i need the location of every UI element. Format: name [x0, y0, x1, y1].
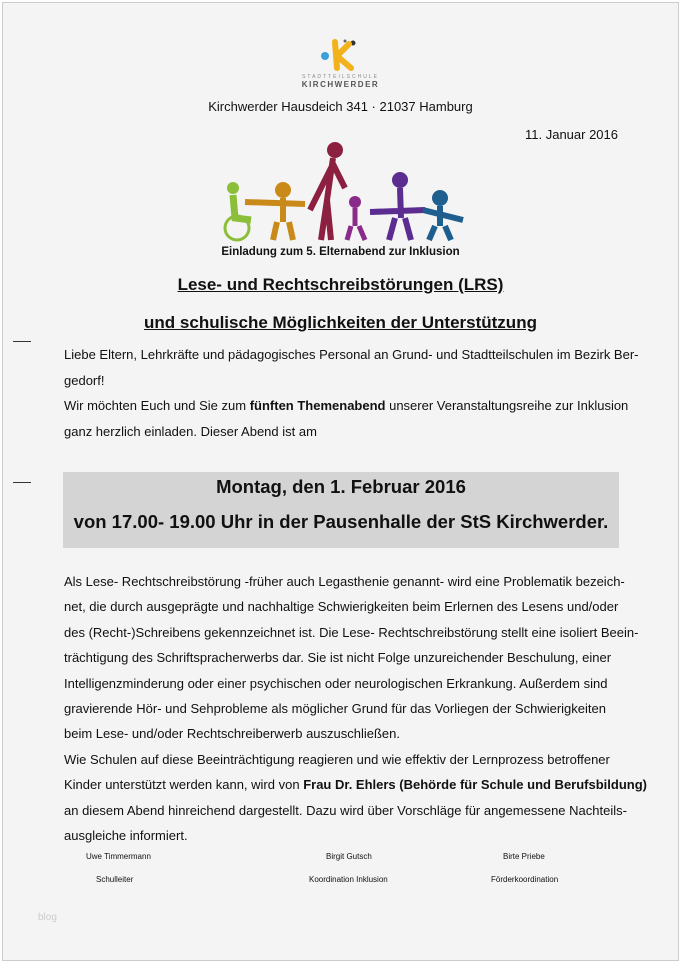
- watermark: blog: [38, 912, 57, 923]
- signature-role: Schulleiter: [96, 875, 134, 884]
- text: des (Recht-)Schreibens gekennzeichnet ist. Die Lese- Rechtschreibstörung stellt eine isoliert Beein-: [64, 624, 639, 640]
- school-address: Kirchwerder Hausdeich 341 · 21037 Hamburg: [208, 99, 473, 114]
- school-logo-icon: [315, 38, 365, 77]
- text-line: [64, 828, 188, 843]
- invitation-caption: Einladung zum 5. Elternabend zur Inklusion: [221, 246, 460, 258]
- text: gedorf!: [64, 373, 105, 388]
- text-line: [64, 726, 400, 741]
- event-time-location: von 17.00- 19.00 Uhr in der Pausenhalle der StS Kirchwerder.: [73, 511, 609, 532]
- event-highlight-box: [63, 472, 619, 548]
- text: an diesem Abend hinreichend dargestellt. Dazu wird über Vorschläge für angemessene Nachteils-: [64, 802, 627, 818]
- text: Kinder unterstützt werden kann, wird von: [64, 777, 304, 793]
- signature-name: Birgit Gutsch: [326, 852, 372, 861]
- text: unserer Veranstaltungsreihe zur Inklusion: [385, 398, 629, 413]
- signature-name: Birte Priebe: [503, 852, 545, 861]
- text-line: [64, 752, 610, 767]
- text: Wie Schulen auf diese Beeinträchtigung reagieren und wie effektiv der Lernprozess betroffener: [64, 751, 610, 767]
- text: Intelligenzminderung oder einer psychischen oder neurologischen Erkrankung. Außerdem sind: [64, 675, 608, 691]
- bold-text: fünften Themenabend: [249, 398, 386, 413]
- text: trächtigung des Schriftspracherwerbs dar. Sie ist nicht Folge unzureichender Beschulung, einer: [64, 650, 612, 666]
- text-line: [64, 701, 606, 716]
- signature-role: Förderkoordination: [491, 875, 559, 884]
- text-line: [64, 676, 607, 691]
- bold-text: Frau Dr. Ehlers (Behörde für Schule und Berufsbildung): [303, 777, 647, 793]
- signature-role: Koordination Inklusion: [309, 875, 388, 884]
- text-line: [64, 398, 628, 413]
- margin-mark: [13, 482, 31, 483]
- text: Wir möchten Euch und Sie zum: [64, 398, 250, 413]
- inclusion-illustration-icon: [215, 140, 470, 250]
- letter-date: 11. Januar 2016: [525, 127, 618, 142]
- text: Als Lese- Rechtschreibstörung -früher auch Legasthenie genannt- wird eine Problematik bezeich-: [64, 574, 625, 589]
- logo-subtitle: STADTTEILSCHULE: [302, 74, 379, 80]
- text: gravierende Hör- und Sehprobleme als möglicher Grund für das Vorliegen der Schwierigkeiten: [64, 701, 606, 716]
- text-line: [64, 373, 104, 388]
- text: ausgleiche informiert.: [64, 828, 188, 843]
- margin-mark: [13, 341, 31, 342]
- text-line: [64, 424, 317, 439]
- title-primary: Lese- und Rechtschreibstörungen (LRS): [177, 275, 504, 294]
- text-line: [64, 599, 618, 614]
- text-line: [64, 574, 625, 589]
- signature-name: Uwe Timmermann: [86, 852, 151, 861]
- text: Liebe Eltern, Lehrkräfte und pädagogisches Personal an Grund- und Stadtteilschulen im Bezirk Ber-: [64, 347, 639, 362]
- text-line: [64, 625, 638, 640]
- text: beim Lese- und/oder Rechtschreiberwerb auszuschließen.: [64, 726, 401, 742]
- title-secondary: und schulische Möglichkeiten der Unterstützung: [144, 313, 537, 332]
- event-date: Montag, den 1. Februar 2016: [216, 476, 466, 497]
- text-line: [64, 803, 627, 818]
- text-line: [64, 347, 639, 362]
- text: net, die durch ausgeprägte und nachhaltige Schwierigkeiten beim Erlernen des Lesens und/oder: [64, 599, 619, 615]
- text-line: [64, 650, 611, 665]
- text-line: [64, 777, 647, 792]
- logo-title: KIRCHWERDER: [301, 80, 380, 89]
- text: ganz herzlich einladen. Dieser Abend ist am: [64, 424, 317, 439]
